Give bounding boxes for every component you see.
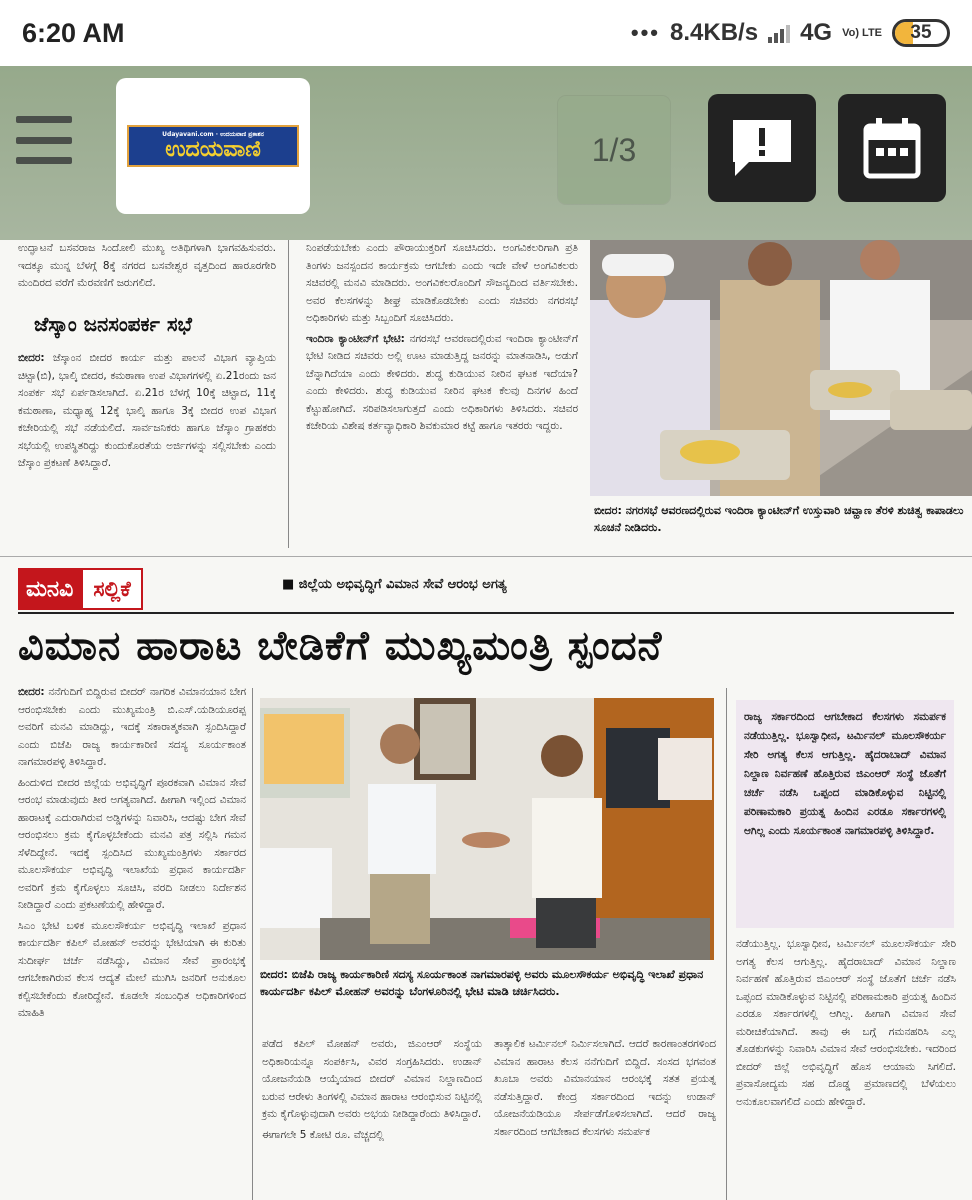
article-text: ಜೆಸ್ಕಾಂನ ಬೀದರ ಕಾರ್ಯ ಮತ್ತು ಪಾಲನೆ ವಿಭಾಗ ವ್ಯಾಪ್ತಿಯ ಚಿಟ್ಟಾ(ಬಿ), ಭಾಲ್ಕಿ ಬೀದರ, ಕಮಠಾಣಾ ಉಪ ವಿಭಾಗಗಳಲ್ಲಿ ಏ.21ರಂದು ಜನ ಸಂಪರ್ಕ ಸಭೆ ಏರ್ಪಡಿಸಲಾಗಿದೆ. ಏ.21ರ ಬೆಳಗ್ಗೆ 10ಕ್ಕೆ ಚಿಟ್ಟಾದ, 11ಕ್ಕೆ ಕಮಠಾಣಾ, ಮಧ್ಯಾಹ್ನ 12ಕ್ಕೆ ಭಾಲ್ಕಿ ಹಾಗೂ 3ಕ್ಕೆ ಬೀದರ ಉಪ ವಿಭಾಗ ಕಚೇರಿಯಲ್ಲಿ ಸಭೆ ನಡೆಯಲಿದೆ. ಸಾರ್ವಜನಿಕರು ಹಾಗೂ ಜೆಸ್ಕಾಂ ಗ್ರಾಹಕರು ಸಭೆಯಲ್ಲಿ ಉಪಸ್ಥಿತರಿದ್ದು ಕುಂದುಕೊರತೆಯ ಅರ್ಜಿಗಳನ್ನು ಸಲ್ಲಿಸಬೇಕು ಎಂದು ಜೆಸ್ಕಾಂ ಪ್ರಕಟಣೆ ತಿಳಿಸಿದ್ದಾರೆ.: [18, 352, 276, 469]
battery-icon: [892, 19, 950, 47]
feedback-icon: [729, 116, 795, 180]
caption-text: ನಗರಸಭೆ ಆವರಣದಲ್ಲಿರುವ ಇಂದಿರಾ ಕ್ಯಾಂಟೀನ್‌ಗೆ ಉಸ್ತುವಾರಿ ಚವ್ಹಾಣ ತೆರಳಿ ಶುಚಿತ್ವ ಕಾಪಾಡಲು ಸೂಚನೆ ನೀಡಿದರು.: [594, 504, 964, 534]
article-text: ನಗರಸಭೆ ಆವರಣದಲ್ಲಿರುವ ಇಂದಿರಾ ಕ್ಯಾಂಟೀನ್‌ಗೆ ಭೇಟಿ ನೀಡಿದ ಸಚಿವರು ಅಲ್ಲಿ ಊಟ ಮಾಡುತ್ತಿದ್ದ ಜನರನ್ನು ಮಾತನಾಡಿಸಿ, ಅಡುಗೆ ಚೆನ್ನಾಗಿದೆಯಾ ಎಂದು ಕೇಳಿದರು. ಶುದ್ಧ ಕುಡಿಯುವ ನೀರಿನ ಘಟಕ ಇದೆಯಾ? ಎಂದು ಕೇಳಿದರು. ಶುದ್ಧ ಕುಡಿಯುವ ನೀರಿನ ಘಟಕ ಕೆಲವು ದಿನಗಳ ಹಿಂದೆ ಕೆಟ್ಟುಹೋಗಿದೆ. ಸರಿಪಡಿಸಲಾಗುತ್ತದೆ ಎಂದು ಅಧಿಕಾರಿಗಳು ತಿಳಿಸಿದರು. ಸಚಿವರ ಕಚೇರಿಯ ವಿಶೇಷ ಕರ್ತವ್ಯಾಧಿಕಾರಿ ಶಿವಕುಮಾರ ಕಟ್ಟೆ ಹಾಗೂ ಇತರರು ಇದ್ದರು.: [306, 332, 578, 432]
column-divider: [726, 688, 727, 1200]
dateline: ಬೀದರ:: [260, 968, 288, 981]
column-divider: [288, 240, 289, 548]
dateline: ಬೀದರ:: [18, 352, 45, 364]
main-article-col4: [736, 936, 956, 1114]
feedback-button[interactable]: [708, 94, 816, 202]
banner-rule: [18, 612, 954, 614]
handshake-photo: [260, 698, 714, 960]
battery-level: 35: [910, 22, 932, 43]
column-divider: [252, 688, 253, 1200]
article-paragraph: ನಡೆಯುತ್ತಿಲ್ಲ. ಭೂಸ್ವಾಧೀನ, ಟರ್ಮಿನಲ್ ಮೂಲಸೌಕರ್ಯ ಸೇರಿ ಅಗತ್ಯ ಕೆಲಸ ಆಗುತ್ತಿಲ್ಲ. ಹೈದರಾಬಾದ್ ವಿಮಾನ ನಿಲ್ದಾಣ ನಿರ್ವಹಣೆ ಹೊತ್ತಿರುವ ಜಿಎಂಆರ್ ಸಂಸ್ಥೆ ಜೊತೆಗೆ ಚರ್ಚೆ ನಡೆಸಿ ಒಪ್ಪಂದ ಮಾಡಿಕೊಳ್ಳುವ ನಿಟ್ಟಿನಲ್ಲಿ ಪರಿಣಾಮಕಾರಿ ಪ್ರಯತ್ನ ಹಿಂದಿನ ಎರಡೂ ಸರ್ಕಾರಗಳಲ್ಲಿ ಆಗಿಲ್ಲ. ಹೀಗಾಗಿ ವಿಮಾನ ಸೇವೆ ಮರೀಚಿಕೆಯಾಗಿದೆ. ತಾವು ಈ ಬಗ್ಗೆ ಗಮನಹರಿಸಿ ಎಲ್ಲ ತೊಡಕುಗಳನ್ನು ನಿವಾರಿಸಿ ವಿಮಾನ ಸೇವೆ ಆರಂಭಿಸಬೇಕು. ಇದರಿಂದ ಬೀದರ್ ಜಿಲ್ಲೆ ಅಭಿವೃದ್ಧಿಗೆ ಹೊಸ ಆಯಾಮ ಸಿಗಲಿದೆ. ಪ್ರವಾಸೋದ್ಯಮ ಸಹ ದೊಡ್ಡ ಪ್ರಮಾಣದಲ್ಲಿ ಬೆಳೆಯಲು ಅನುಕೂಲವಾಗಲಿದೆ ಎಂದು ಹೇಳಿದ್ದಾರೆ.: [736, 938, 956, 1108]
article-paragraph: ಉದ್ಘಾಟನೆ ಬಸವರಾಜ ಸಿಂದೋಲಿ ಮುಖ್ಯ ಅತಿಥಿಗಳಾಗಿ ಭಾಗವಹಿಸುವರು. ಇದಕ್ಕೂ ಮುನ್ನ ಬೆಳಗ್ಗೆ 8ಕ್ಕೆ ನಗರದ ಬಸವೇಶ್ವರ ವೃತ್ತದಿಂದ ಹಾರೂರಗೇರಿ ಮಂದಿರದ ವರೆಗೆ ಮೆರವಣಿಗೆ ಜರುಗಲಿದೆ.: [18, 242, 276, 289]
subhead-jescom: ಜೆಸ್ಕಾಂ ಜನಸಂಪರ್ಕ ಸಭೆ: [34, 312, 192, 336]
page-indicator[interactable]: 1/3: [558, 96, 670, 204]
article-text: ನನೆಗುದಿಗೆ ಬಿದ್ದಿರುವ ಬೀದರ್ ನಾಗರಿಕ ವಿಮಾನಯಾನ ಬೇಗ ಆರಂಭಿಸಬೇಕು ಎಂದು ಮುಖ್ಯಮಂತ್ರಿ ಬಿ.ಎಸ್.ಯಡಿಯೂರಪ್ಪ ಅವರಿಗೆ ಮನವಿ ಮಾಡಿದ್ದು, ಇದಕ್ಕೆ ಸಕಾರಾತ್ಮಕವಾಗಿ ಸ್ಪಂದಿಸಿದ್ದಾರೆ ಎಂದು ಬಿಜೆಪಿ ರಾಜ್ಯ ಕಾರ್ಯಕಾರಿಣಿ ಸದಸ್ಯ ಸೂರ್ಯಕಾಂತ ನಾಗಮಾರಪಳ್ಳಿ ತಿಳಿಸಿದ್ದಾರೆ.: [18, 686, 246, 768]
network-speed: 8.4KB/s: [670, 19, 759, 46]
article-jescom-body: [18, 350, 276, 476]
banner-part-a: ಮನವಿ: [18, 568, 81, 610]
pull-quote-text: ರಾಜ್ಯ ಸರ್ಕಾರದಿಂದ ಆಗಬೇಕಾದ ಕೆಲಸಗಳು ಸಮರ್ಪಕ ನಡೆಯುತ್ತಿಲ್ಲ. ಭೂಸ್ವಾಧೀನ, ಟರ್ಮಿನಲ್ ಮೂಲಸೌಕರ್ಯ ಸೇರಿ ಅಗತ್ಯ ಕೆಲಸ ಆಗುತ್ತಿಲ್ಲ. ಹೈದರಾಬಾದ್ ವಿಮಾನ ನಿಲ್ದಾಣ ನಿರ್ವಹಣೆ ಹೊತ್ತಿರುವ ಜಿಎಂಆರ್ ಸಂಸ್ಥೆ ಜೊತೆಗೆ ಚರ್ಚೆ ನಡೆಸಿ ಒಪ್ಪಂದ ಮಾಡಿಕೊಳ್ಳುವ ನಿಟ್ಟಿನಲ್ಲಿ ಪರಿಣಾಮಕಾರಿ ಪ್ರಯತ್ನ ಹಿಂದಿನ ಎರಡೂ ಸರ್ಕಾರಗಳಲ್ಲಿ ಆಗಿಲ್ಲ ಎಂದು ಸೂರ್ಯಕಾಂತ ನಾಗಮಾರಪಳ್ಳಿ ತಿಳಿಸಿದ್ದಾರೆ.: [744, 711, 946, 837]
main-article-col3: [494, 1036, 716, 1144]
canteen-photo-caption: [594, 502, 970, 536]
calendar-icon: [862, 116, 922, 180]
dateline: ಬೀದರ:: [18, 686, 45, 698]
article-paragraph: ಈಗಾಗಲೇ 5 ಕೋಟಿ ರೂ. ವೆಚ್ಚದಲ್ಲಿ: [262, 1128, 384, 1141]
section-divider: [0, 556, 972, 557]
newspaper-page[interactable]: [0, 240, 972, 1200]
hamburger-menu-icon[interactable]: [16, 116, 72, 164]
article-subhead-canteen: ಇಂದಿರಾ ಕ್ಯಾಂಟೀನ್‌ಗೆ ಭೇಟಿ:: [306, 332, 405, 345]
network-type: 4G: [800, 19, 833, 46]
logo-text: ಉದಯವಾಣಿ: [165, 136, 261, 162]
canteen-photo: [590, 240, 972, 496]
more-dots-icon: •••: [630, 20, 661, 45]
article-top-mid: [306, 240, 578, 439]
caption-text: ಬಿಜೆಪಿ ರಾಜ್ಯ ಕಾರ್ಯಕಾರಿಣಿ ಸದಸ್ಯ ಸೂರ್ಯಕಾಂತ ನಾಗಮಾರಪಳ್ಳಿ ಅವರು ಮೂಲಸೌಕರ್ಯ ಅಭಿವೃದ್ಧಿ ಇಲಾಖೆ ಪ್ರಧಾನ ಕಾರ್ಯದರ್ಶಿ ಕಪಿಲ್ ಮೋಹನ್ ಅವರನ್ನು ಬೆಂಗಳೂರಿನಲ್ಲಿ ಭೇಟಿ ಮಾಡಿ ಚರ್ಚಿಸಿದರು.: [260, 968, 704, 998]
status-bar: [0, 0, 972, 66]
main-article-col2: [262, 1036, 482, 1147]
article-paragraph: ಹಿಂದುಳಿದ ಬೀದರ ಜಿಲ್ಲೆಯ ಅಭಿವೃದ್ಧಿಗೆ ಪೂರಕವಾಗಿ ವಿಮಾನ ಸೇವೆ ಆರಂಭ ಮಾಡುವುದು ತೀರ ಅಗತ್ಯವಾಗಿದೆ. ಹೀಗಾಗಿ ಇಲ್ಲಿಂದ ವಿಮಾನ ಹಾರಾಟಕ್ಕೆ ಎದುರಾಗಿರುವ ಅಡ್ಡಿಗಳನ್ನು ನಿವಾರಿಸಿ, ಆದಷ್ಟು ಬೇಗ ಸೇವೆ ಆರಂಭಿಸಲು ಕ್ರಮ ಕೈಗೊಳ್ಳಬೇಕೆಂದು ಮನವಿ ಪತ್ರ ಸಲ್ಲಿಸಿ ಗಮನ ಸೆಳೆದಿದ್ದೇನೆ. ಇದಕ್ಕೆ ಸ್ಪಂದಿಸಿದ ಮುಖ್ಯಮಂತ್ರಿಗಳು ಸರ್ಕಾರದ ಮೂಲಸೌಕರ್ಯ ಅಭಿವೃದ್ಧಿ ಇಲಾಖೆಯ ಪ್ರಧಾನ ಕಾರ್ಯದರ್ಶಿ ಅವರಿಗೆ ಕ್ರಮ ಕೈಗೊಳ್ಳಲು ಸೂಚಿಸಿ, ವರದಿ ನೀಡಲು ನಿರ್ದೇಶನ ನೀಡಿದ್ದಾರೆ ಎಂದು ಪ್ರಕಟಣೆಯಲ್ಲಿ ಹೇಳಿದ್ದಾರೆ.: [18, 776, 246, 911]
article-paragraph: ಪಡೆದ ಕಪಿಲ್ ಮೋಹನ್ ಅವರು, ಜಿಎಂಆರ್ ಸಂಸ್ಥೆಯ ಅಧಿಕಾರಿಯನ್ನೂ ಸಂಪರ್ಕಿಸಿ, ವಿವರ ಸಂಗ್ರಹಿಸಿದರು. ಉಡಾನ್ ಯೋಜನೆಯಡಿ ಆಯ್ಕೆಯಾದ ಬೀದರ್ ವಿಮಾನ ನಿಲ್ದಾಣದಿಂದ ಬರುವ ಆರೇಳು ತಿಂಗಳಲ್ಲಿ ವಿಮಾನ ಹಾರಾಟ ಆರಂಭಿಸುವ ನಿಟ್ಟಿನಲ್ಲಿ ಕ್ರಮ ಕೈಗೊಳ್ಳುವುದಾಗಿ ಅವರು ಅಭಯ ನೀಡಿದ್ದಾರೆಂದು ತಿಳಿಸಿದ್ದಾರೆ.: [262, 1038, 482, 1120]
signal-icon: [768, 23, 790, 43]
main-headline: ವಿಮಾನ ಹಾರಾಟ ಬೇಡಿಕೆಗೆ ಮುಖ್ಯಮಂತ್ರಿ ಸ್ಪಂದನೆ: [18, 623, 663, 669]
dateline: ಬೀದರ:: [594, 504, 622, 517]
main-article-left: [18, 684, 246, 1026]
udayavani-logo: [127, 125, 299, 167]
logo-tagline: Udayavani.com · ಉದಯವಾಣಿ ಪ್ರಕಾಶನ: [162, 130, 264, 138]
section-banner: [18, 568, 143, 610]
banner-tagline: ■ ಜಿಲ್ಲೆಯ ಅಭಿವೃದ್ಧಿಗೆ ವಿಮಾನ ಸೇವೆ ಆರಂಭ ಅಗತ್ಯ: [282, 577, 507, 592]
handshake-photo-caption: [260, 966, 714, 1000]
logo-card[interactable]: [116, 78, 310, 214]
status-right: [631, 19, 950, 47]
status-time: 6:20 AM: [22, 17, 125, 48]
calendar-button[interactable]: [838, 94, 946, 202]
article-paragraph: ತಾತ್ಕಾಲಿಕ ಟರ್ಮಿನಲ್ ನಿರ್ಮಿಸಲಾಗಿದೆ. ಆದರೆ ಕಾರಣಾಂತರಗಳಿಂದ ವಿಮಾನ ಹಾರಾಟ ಕೆಲಸ ನನೆಗುದಿಗೆ ಬಿದ್ದಿದೆ. ಸಂಸದ ಭಗವಂತ ಖೂಬಾ ಅವರು ವಿಮಾನಯಾನ ಆರಂಭಕ್ಕೆ ಸತತ ಪ್ರಯತ್ನ ನಡೆಸುತ್ತಿದ್ದಾರೆ. ಕೇಂದ್ರ ಸರ್ಕಾರದಿಂದ ಇದನ್ನು ಉಡಾನ್ ಯೋಜನೆಯಡಿಯೂ ಸೇರ್ಪಡೆಗೊಳಿಸಲಾಗಿದೆ. ಆದರೆ ರಾಜ್ಯ ಸರ್ಕಾರದಿಂದ ಆಗಬೇಕಾದ ಕೆಲಸಗಳು ಸಮರ್ಪಕ: [494, 1038, 716, 1138]
article-paragraph: ಸಿಎಂ ಭೇಟಿ ಬಳಿಕ ಮೂಲಸೌಕರ್ಯ ಅಭಿವೃದ್ಧಿ ಇಲಾಖೆ ಪ್ರಧಾನ ಕಾರ್ಯದರ್ಶಿ ಕಪಿಲ್ ಮೋಹನ್ ಅವರನ್ನು ಭೇಟಿಯಾಗಿ ಈ ಕುರಿತು ಸುದೀರ್ಘ ಚರ್ಚೆ ನಡೆಸಿದ್ದು, ವಿಮಾನ ಸೇವೆ ಪ್ರಾರಂಭಕ್ಕೆ ಆಗಬೇಕಾಗಿರುವ ಕೆಲಸ ಆದ್ಯತೆ ಮೇಲೆ ಮುಗಿಸಿ ಜನರಿಗೆ ಅನುಕೂಲ ಕಲ್ಪಿಸಬೇಕೆಂದು ಕೋರಿದ್ದೇನೆ. ಕೂಡಲೇ ಸಂಬಂಧಿತ ಅಧಿಕಾರಿಗಳಿಂದ ಮಾಹಿತಿ: [18, 919, 246, 1019]
pull-quote-box: [736, 700, 954, 928]
banner-part-b: ಸಲ್ಲಿಕೆ: [81, 568, 142, 610]
volte-badge: Vo) LTE: [842, 26, 882, 39]
app-toolbar: [0, 66, 972, 240]
article-top-left: [18, 240, 276, 296]
article-paragraph: ನಿಂಪಡೆಯಬೇಕು ಎಂದು ಪೌರಾಯುಕ್ತರಿಗೆ ಸೂಚಿಸಿದರು. ಅಂಗವಿಕಲರಿಗಾಗಿ ಪ್ರತಿ ತಿಂಗಳು ಜನಸ್ಪಂದನ ಕಾರ್ಯಕ್ರಮ ಆಗಬೇಕು ಎಂದು ಇದೇ ವೇಳೆ ಅಂಗವಿಕಲರು ಸಚಿವರಲ್ಲಿ ಮನವಿ ಮಾಡಿದರು. ಅಂಗವಿಕಲರೊಂದಿಗೆ ಸೌಜನ್ಯದಿಂದ ವರ್ತಿಸಬೇಕು. ಅವರ ಕೆಲಸಗಳನ್ನು ಶೀಘ್ರ ಮಾಡಿಕೊಡಬೇಕು ಎಂದು ಸಚಿವರು ನಗರಸಭೆ ಅಧಿಕಾರಿಗಳು ಮತ್ತು ಸಿಬ್ಬಂದಿಗೆ ಸೂಚಿಸಿದರು.: [306, 242, 578, 324]
